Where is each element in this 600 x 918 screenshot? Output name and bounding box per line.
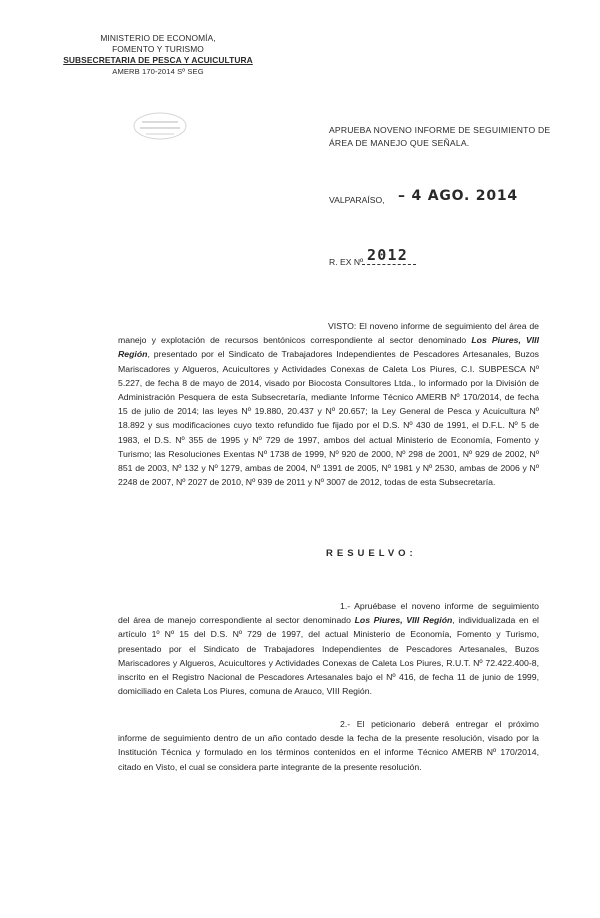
header-fomento: FOMENTO Y TURISMO (112, 44, 204, 54)
resolution-number-line (362, 264, 416, 265)
resuelvo-heading: RESUELVO: (326, 548, 417, 559)
visto-sector-name: Los Piures, VIII Región (118, 335, 539, 360)
faded-stamp-icon (128, 108, 192, 144)
resolution-label: R. EX Nº (329, 257, 364, 267)
article-1-paragraph (118, 599, 539, 698)
article-2-paragraph: 2.- El peticionario deberá entregar el próximo informe de seguimiento dentro de un año contado desde la fecha de la presente resolución, visado por la Institución Técnica y formulado en los términos contenidos en el informe Técnico AMERB Nº 170/2014, citado en Visto, el cual se considera parte integrante de la presente resolución. (118, 719, 539, 772)
visto-paragraph (118, 319, 539, 489)
article-1-sector-name: Los Piures, VIII Región (354, 615, 453, 626)
visto-rest: , presentado por el Sindicato de Trabajadores Independientes de Pescadores Artesanales, Buzos Mariscadores y Algueros, Acuicultores y Actividades Conexas de Caleta Los Piures, C.I. SUBPESCA Nº 5.227, de fecha 8 de mayo de 2014, visado por Biocosta Consultores Ltda., lo informado por la División de Administración Pesquera de esta Subsecretaría, mediante Informe Técnico AMERB Nº 170/2014, de fecha 15 de julio de 2014; las leyes Nº 19.880, 20.437 y Nº 20.657; la Ley General de Pesca y Acuicultura Nº 18.892 y sus modificaciones cuyo texto refundido fue fijado por el D.S. Nº 430 de 1991, el D.F.L. Nº 5 de 1983, el D.S. Nº 355 de 1995 y Nº 729 de 1997, ambos del actual Ministerio de Economía, Fomento y Turismo; las Resoluciones Exentas Nº 1738 de 1999, Nº 920 de 2000, Nº 298 de 2001, Nº 929 de 2002, Nº 851 de 2003, Nº 132 y Nº 1279, ambas de 2004, Nº 1391 de 2005, Nº 1981 y Nº 2530, ambas de 2006 y Nº 2248 de 2007, Nº 2027 de 2010, Nº 939 de 2011 y Nº 3007 de 2012, todas de esta Subsecretaría. (118, 349, 539, 488)
article-1-lead: 1.- Apruébase el noveno informe de seguimiento del área de manejo correspondiente al sector denominado (118, 601, 539, 626)
resolution-subject: APRUEBA NOVENO INFORME DE SEGUIMIENTO DE ÁREA DE MANEJO QUE SEÑALA. (329, 125, 551, 148)
ministry-header (58, 33, 258, 77)
resolution-number: 2012 (367, 246, 408, 264)
place-label: VALPARAÍSO, (329, 195, 385, 205)
header-ministry: MINISTERIO DE ECONOMÍA, (100, 33, 216, 43)
header-subsecretaria: SUBSECRETARIA DE PESCA Y ACUICULTURA (63, 55, 253, 65)
date-stamp: – 4 AGO. 2014 (398, 188, 518, 204)
article-1-rest: , individualizada en el artículo 1º Nº 15 del D.S. Nº 729 de 1997, del actual Ministerio de Economía, Fomento y Turismo, presentado por el Sindicato de Trabajadores Independientes de Pescadores Artesanales, Buzos Mariscadores y Algueros, Acuicultores y Actividades Conexas de Caleta Los Piures, R.U.T. Nº 72.422.400-8, inscrito en el Registro Nacional de Pescadores Artesanales bajo el Nº 416, de fecha 11 de junio de 1999, domiciliado en Caleta Los Piures, comuna de Arauco, VIII Región. (118, 615, 539, 697)
header-amerb-code: AMERB 170-2014 Sº SEG (112, 67, 204, 76)
visto-lead: VISTO: El noveno informe de seguimiento del área de manejo y explotación de recursos bentónicos correspondiente al sector denominado (118, 321, 539, 346)
